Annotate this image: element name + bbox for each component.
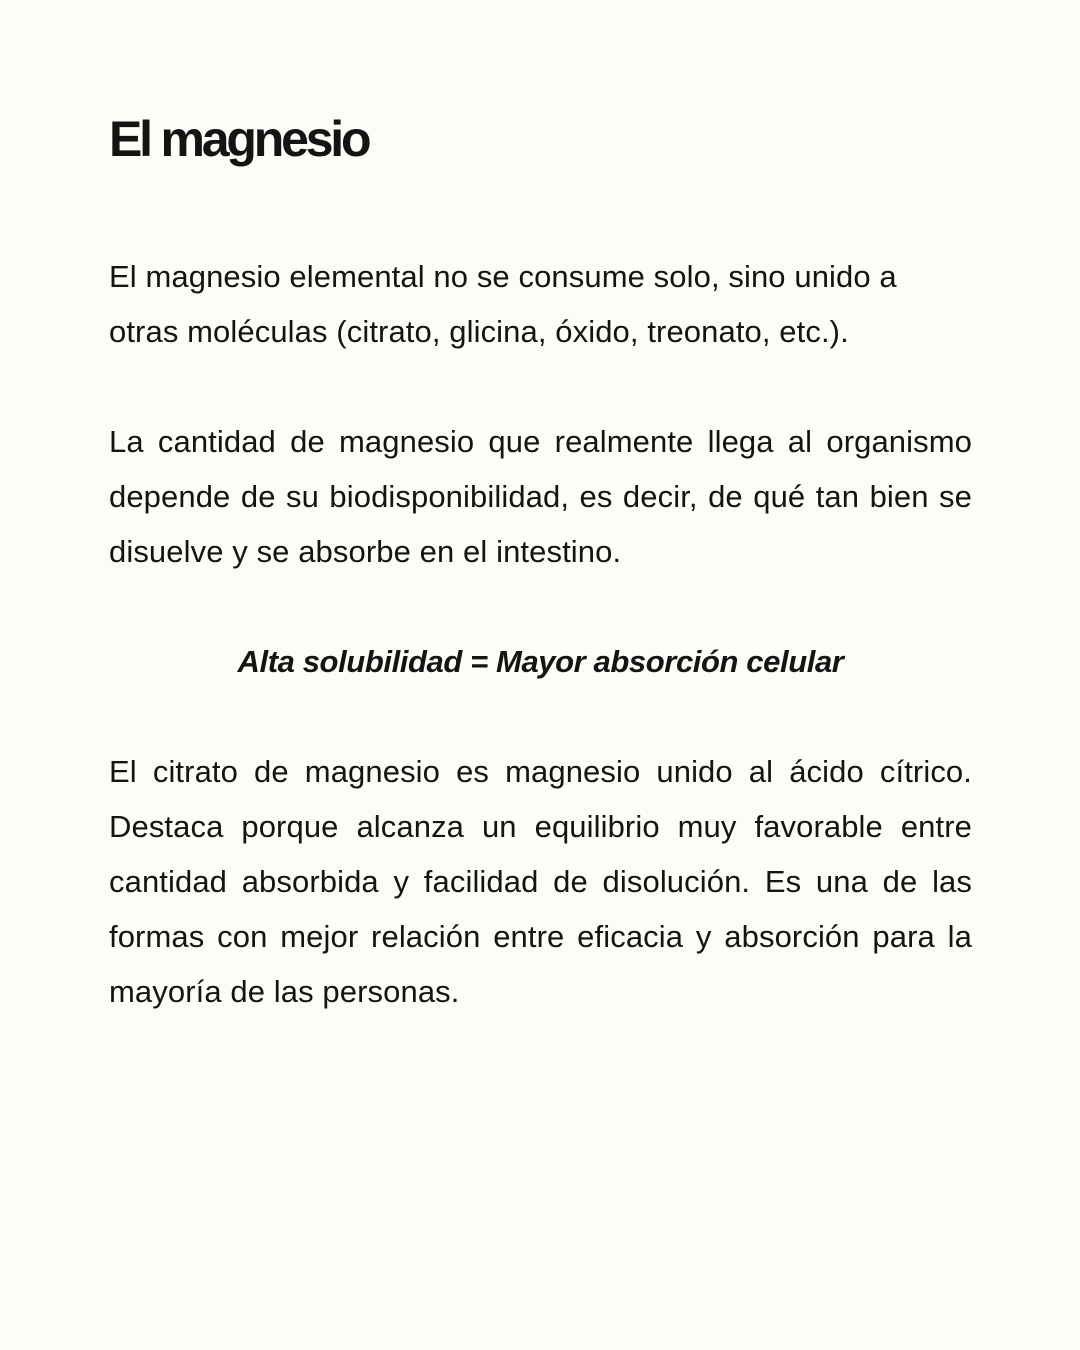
paragraph-intro: El magnesio elemental no se consume solo, sino unido a otras moléculas (citrato, glicina, óxido, treonato, etc.). (109, 259, 897, 349)
paragraph-citrate: El citrato de magnesio es magnesio unido al ácido cítrico. Destaca porque alcanza un equilibrio muy favorable entre cantidad absorbida y facilidad de disolución. Es una de las formas con mejor relación entre eficacia y absorción para la mayoría de las personas. (109, 754, 972, 1009)
paragraph-bioavailability: La cantidad de magnesio que realmente llega al organismo depende de su biodisponibilidad, es decir, de qué tan bien se disuelve y se absorbe en el intestino. (109, 424, 972, 569)
page-title: El magnesio (109, 111, 369, 167)
highlight-statement: Alta solubilidad = Mayor absorción celular (237, 644, 844, 679)
